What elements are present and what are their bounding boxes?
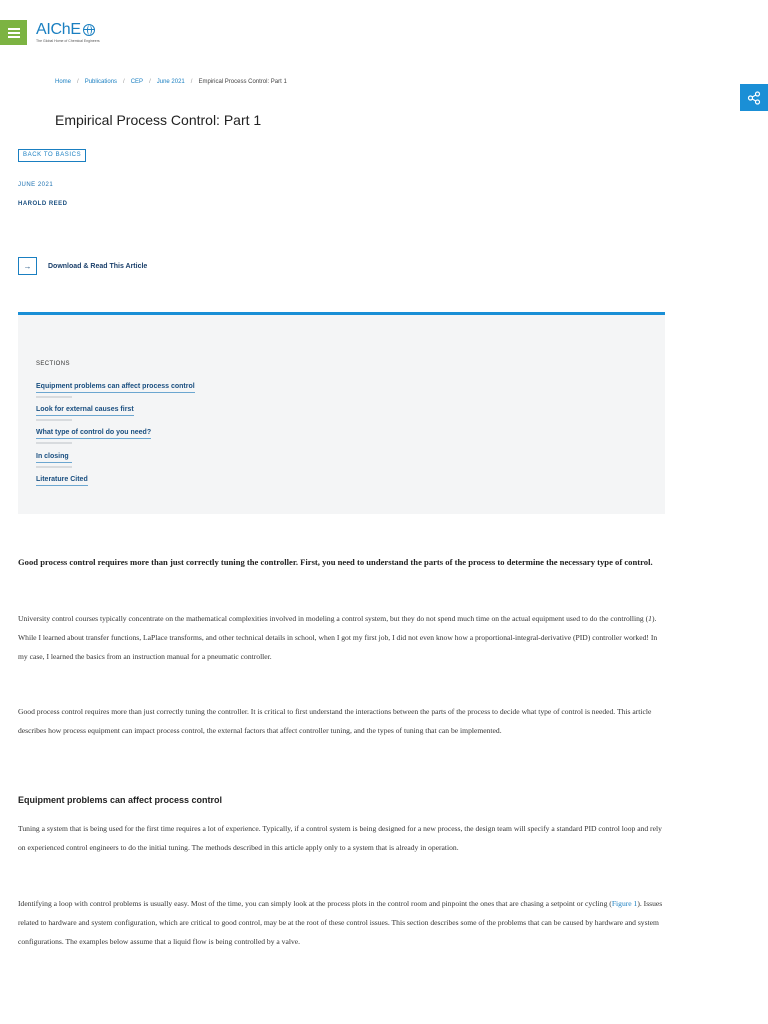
article-paragraph (18, 894, 664, 951)
section-link-label: Equipment problems can affect process control (36, 383, 195, 390)
logo-text: AIChE (36, 21, 81, 38)
paragraph-text: ). Issues related to hardware and system configuration, which are critical to good control, may be at the root of these control issues. This section describes some of the problems that can be caused by hardware and system configurations. The examples below assume that a liquid flow is being controlled by a valve. (18, 899, 663, 946)
publish-date: JUNE 2021 (18, 182, 54, 188)
breadcrumb-home[interactable]: Home (55, 79, 72, 85)
section-link[interactable] (36, 429, 151, 444)
link-underline (36, 462, 72, 463)
aiche-logo[interactable] (36, 22, 100, 43)
breadcrumb-issue[interactable]: June 2021 (156, 79, 185, 85)
divider (36, 442, 72, 444)
sections-heading: SECTIONS (36, 361, 70, 367)
arrow-right-icon: → (18, 257, 37, 275)
breadcrumb-separator: / (77, 79, 79, 85)
section-link-label: Look for external causes first (36, 406, 134, 413)
link-underline (36, 485, 88, 486)
paragraph-text: University control courses typically concentrate on the mathematical complexities involved in modeling a control system, but they do not spend much time on the actual equipment used to do the controlling ( (18, 614, 649, 623)
category-badge[interactable]: BACK TO BASICS (18, 149, 86, 162)
globe-icon (83, 24, 95, 36)
article-paragraph (18, 609, 664, 666)
download-label: Download & Read This Article (48, 262, 148, 270)
divider (36, 419, 72, 421)
section-link-label: What type of control do you need? (36, 429, 152, 436)
section-link[interactable] (36, 406, 134, 421)
breadcrumb-separator: / (149, 79, 151, 85)
logo-tagline: The Global Home of Chemical Engineers (36, 39, 100, 43)
paragraph-text: Identifying a loop with control problems is usually easy. Most of the time, you can simply look at the process plots in the control room and pinpoint the ones that are chasing a setpoint or cycling ( (18, 899, 612, 908)
paragraph-text: ). While I learned about transfer functions, LaPlace transforms, and other technical details in school, when I got my first job, I did not even know how a proportional-integral-derivative (PID) controller worked! In my case, I learned the basics from an instruction manual for a pneumatic controller. (18, 614, 658, 661)
breadcrumb-separator: / (123, 79, 125, 85)
section-link[interactable] (36, 453, 72, 468)
divider (36, 396, 72, 398)
reference-citation: 1 (648, 614, 652, 623)
divider (36, 466, 72, 468)
section-heading: Equipment problems can affect process control (18, 795, 223, 805)
breadcrumb-cep[interactable]: CEP (130, 79, 144, 85)
menu-icon (8, 28, 20, 37)
breadcrumb-current: Empirical Process Control: Part 1 (198, 79, 287, 85)
share-icon (747, 91, 761, 105)
link-underline (36, 415, 134, 416)
breadcrumb-publications[interactable]: Publications (84, 79, 118, 85)
page-title: Empirical Process Control: Part 1 (55, 112, 262, 128)
link-underline (36, 438, 151, 439)
sections-panel (18, 312, 665, 514)
download-article-button[interactable] (18, 257, 147, 275)
article-lead: Good process control requires more than just correctly tuning the controller. First, you need to understand the parts of the process to determine the necessary type of control. (18, 557, 653, 567)
menu-button[interactable] (0, 20, 27, 45)
article-paragraph: Good process control requires more than just correctly tuning the controller. It is critical to first understand the interactions between the parts of the process to decide what type of control is needed. This article describes how process equipment can impact process control, the external factors that affect controller tuning, and the types of tuning that can be implemented. (18, 707, 652, 735)
breadcrumb-separator: / (190, 79, 193, 85)
author-link[interactable]: HAROLD REED (18, 201, 68, 207)
section-link-label: In closing (36, 453, 69, 460)
section-link-label: Literature Cited (36, 476, 88, 483)
figure-link[interactable]: Figure 1 (611, 899, 638, 908)
article-paragraph: Tuning a system that is being used for the first time requires a lot of experience. Typically, if a control system is being designed for a new process, the design team will specify a standard PID control loop and rely on experienced control engineers to do the initial tuning. The methods described in this article apply only to a system that is already in operation. (18, 824, 662, 852)
section-link[interactable] (36, 383, 195, 398)
share-button[interactable] (740, 84, 768, 111)
section-link[interactable] (36, 476, 88, 486)
link-underline (36, 392, 195, 393)
breadcrumb (55, 79, 287, 85)
